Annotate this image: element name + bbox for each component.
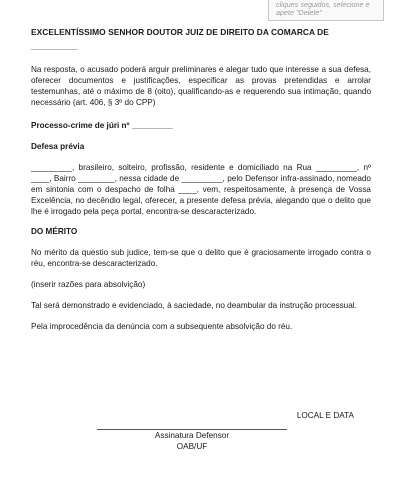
local-e-data: LOCAL E DATA [296,411,354,420]
tooltip-hint: cliques seguidos, selecione e apete "Delete" [268,0,384,21]
document-header-title: EXCELENTÍSSIMO SENHOR DOUTOR JUIZ DE DIREITO DA COMARCA DE [31,27,329,37]
intro-paragraph: Na resposta, o acusado poderá arguir preliminares e alegar tudo que interesse a sua defesa, oferecer documentos e justificações, especificar as provas pretendidas e arrolar testemunhas, até o máximo de 8 (oito), qualificando-as e requerendo sua intimação, quando necessário (art. 406, § 3º do CPP) [31,65,371,107]
signature-name: Assinatura Defensor [154,431,230,440]
comarca-blank: __________ [31,41,78,51]
signature-oab: OAB/UF [176,441,208,451]
qualificacao-paragraph: _________, brasileiro, solteiro, profissão, residente e domiciliado na Rua _________, nº ____, Bairro ________, nessa cidade de _________, pelo Defensor infra-assinado, nomeado em sintonia com o despacho de folha ____, vem, respeitosamente, à presença de Vossa Excelência, no decêndio legal, oferecer, a presente defesa prévia, alegando que o delito que lhe é irrogado pela peça portal, encontra-se descaracterizado. [31,163,371,216]
merito-paragraph: No mérito da questio sub judice, tem-se que o delito que é graciosamente irrogado contra o réu, encontra-se descaracterizado. [31,248,371,268]
document-body [31,27,371,332]
signature-block [97,431,287,452]
improcedencia-paragraph: Pela improcedência da denúncia com a subsequente absolvição do réu. [31,322,293,331]
merito-heading: DO MÉRITO [31,227,78,236]
processo-line: Processo-crime de júri nº _________ [31,121,173,130]
razoes-placeholder: (inserir razões para absolvição) [31,280,146,289]
defesa-heading: Defesa prévia [31,142,85,151]
signature-line [97,429,287,430]
demonstrado-paragraph: Tal será demonstrado e evidenciado, à saciedade, no deambular da instrução processual. [31,301,357,310]
